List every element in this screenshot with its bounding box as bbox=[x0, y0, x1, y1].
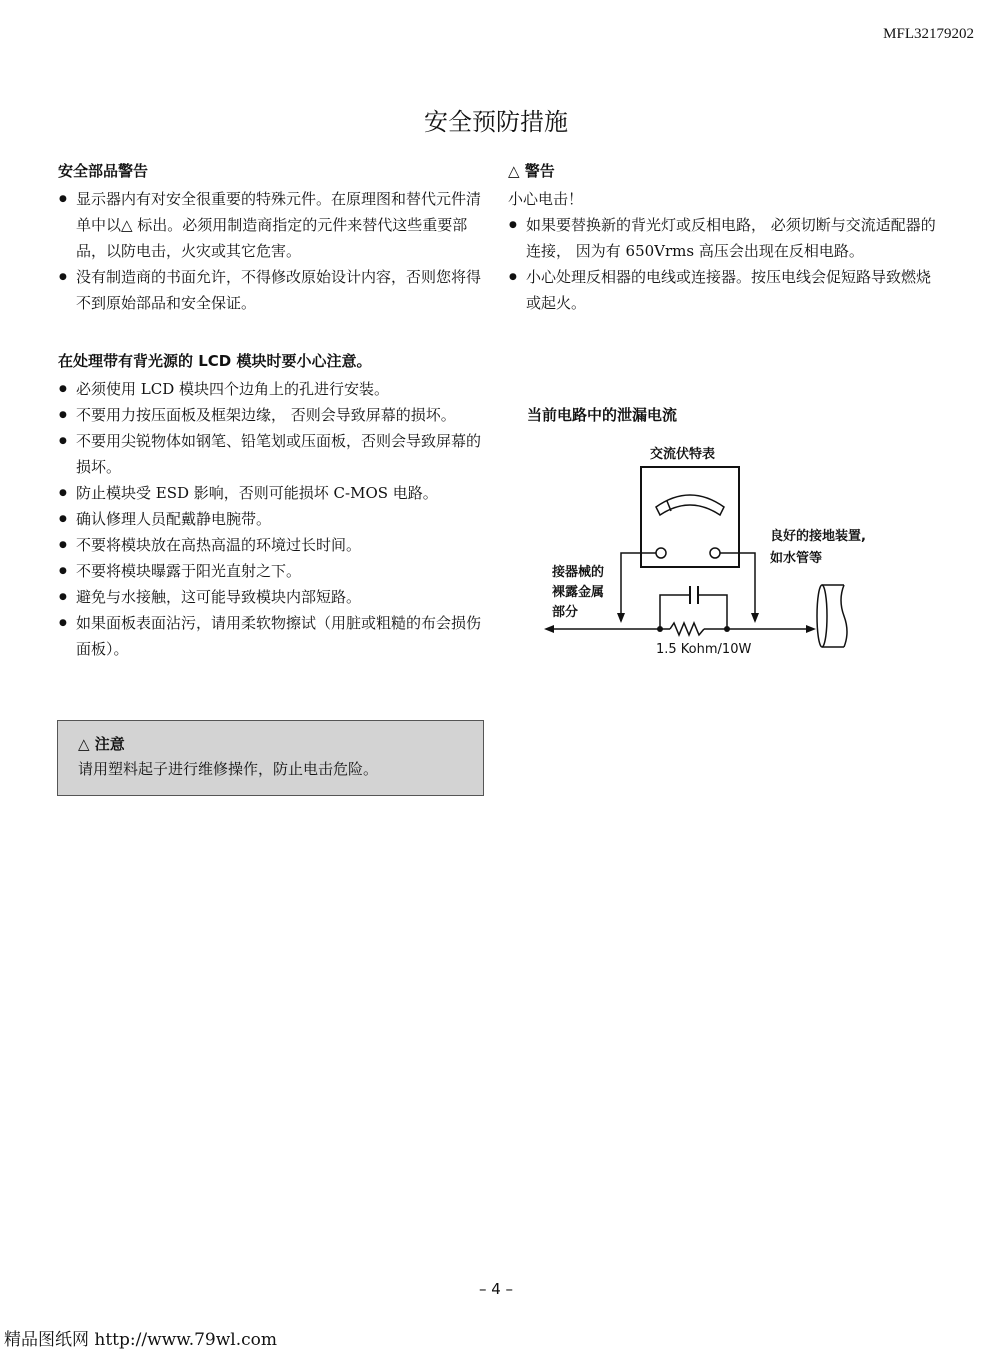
lead-right bbox=[720, 553, 755, 621]
caution-text: 请用塑料起子进行维修操作，防止电击危险。 bbox=[78, 760, 379, 778]
warning-list bbox=[508, 212, 940, 316]
warning-heading: △ 警告 bbox=[508, 162, 555, 180]
right-column bbox=[508, 160, 940, 316]
list-item: ● 如果要替换新的背光灯或反相电路， 必须切断与交流适配器的连接， 因为有 650Vrms 高压会出现在反相电路。 bbox=[508, 212, 940, 264]
caution-heading: △ 注意 bbox=[78, 735, 125, 753]
lcd-handling-heading: 在处理带有背光源的 LCD 模块时要小心注意。 bbox=[58, 352, 372, 370]
caution-box bbox=[57, 720, 484, 796]
lcd-handling-list bbox=[58, 376, 486, 662]
lead-left bbox=[621, 553, 656, 621]
meter-label: 交流伏特表 bbox=[650, 447, 716, 462]
arrow-right bbox=[806, 625, 816, 633]
list-item: ● 不要用力按压面板及框架边缘， 否则会导致屏幕的损坏。 bbox=[58, 402, 486, 428]
resistor-label: 1.5 Kohm/10W bbox=[656, 642, 752, 657]
page-number: – 4 – bbox=[478, 1280, 514, 1298]
exposed-metal-label: 裸露金属 bbox=[552, 585, 605, 600]
document-id: MFL32179202 bbox=[883, 26, 974, 42]
footer-watermark: 精品图纸网 http://www.79wl.com bbox=[4, 1330, 278, 1350]
meter-terminal-left bbox=[656, 548, 666, 558]
lead-left-arrow bbox=[617, 613, 625, 623]
list-item: ● 不要用尖锐物体如钢笔、铅笔划或压面板，否则会导致屏幕的损坏。 bbox=[58, 428, 486, 480]
water-pipe-end bbox=[817, 585, 827, 647]
arrow-left bbox=[544, 625, 554, 633]
meter-scale bbox=[656, 495, 724, 515]
list-item: ● 不要将模块放在高热高温的环境过长时间。 bbox=[58, 532, 486, 558]
ground-label: 良好的接地装置, bbox=[770, 529, 866, 544]
lead-right-arrow bbox=[751, 613, 759, 623]
list-item: ● 如果面板表面沾污，请用柔软物擦试（用脏或粗糙的布会损伤面板）。 bbox=[58, 610, 486, 662]
safety-parts-list bbox=[58, 186, 486, 316]
list-item: ● 防止模块受 ESD 影响，否则可能损坏 C-MOS 电路。 bbox=[58, 480, 486, 506]
exposed-metal-label: 部分 bbox=[552, 605, 579, 620]
leakage-title: 当前电路中的泄漏电流 bbox=[527, 406, 678, 424]
list-item: ● 避免与水接触，这可能导致模块内部短路。 bbox=[58, 584, 486, 610]
safety-parts-heading: 安全部品警告 bbox=[58, 162, 149, 180]
warning-subheading: 小心电击！ bbox=[508, 190, 584, 208]
ground-label: 如水管等 bbox=[770, 551, 823, 566]
leakage-circuit-diagram bbox=[540, 435, 870, 665]
exposed-metal-label: 接器械的 bbox=[552, 565, 605, 580]
left-column bbox=[58, 160, 486, 662]
list-item: ● 显示器内有对安全很重要的特殊元件。在原理图和替代元件清单中以△ 标出。必须用制造商指定的元件来替代这些重要部品，以防电击，火灾或其它危害。 bbox=[58, 186, 486, 264]
list-item: ● 不要将模块曝露于阳光直射之下。 bbox=[58, 558, 486, 584]
list-item: ● 必须使用 LCD 模块四个边角上的孔进行安装。 bbox=[58, 376, 486, 402]
list-item: ● 确认修理人员配戴静电腕带。 bbox=[58, 506, 486, 532]
meter-terminal-right bbox=[710, 548, 720, 558]
water-pipe-cut bbox=[841, 585, 847, 647]
page-title: 安全预防措施 bbox=[424, 108, 568, 136]
list-item: ● 没有制造商的书面允许，不得修改原始设计内容，否则您将得不到原始部品和安全保证。 bbox=[58, 264, 486, 316]
list-item: ● 小心处理反相器的电线或连接器。按压电线会促短路导致燃烧或起火。 bbox=[508, 264, 940, 316]
